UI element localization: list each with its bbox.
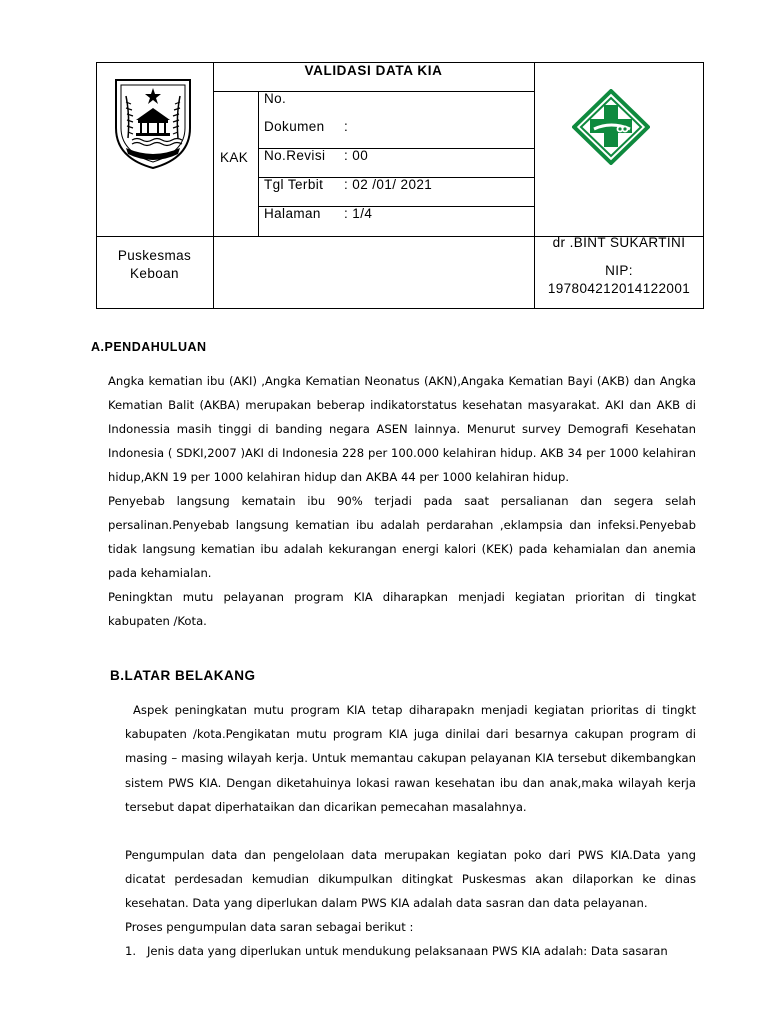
field-value-halaman: : 1/4 (344, 206, 373, 221)
field-label-halaman: Halaman (264, 206, 321, 221)
section-b-paragraph-2: Pengumpulan data dan pengelolaan data merupakan kegiatan poko dari PWS KIA.Data yang dicatat perdesadan kemudian dikumpulkan ditingkat Puskesmas akan dilaporkan ke dinas kesehatan. Data yang diperlukan dalam PWS KIA adalah data sasran dan data pelayanan. (125, 848, 696, 911)
puskesmas-logo (572, 89, 650, 165)
field-label-no: No. (264, 91, 287, 106)
section-a-paragraph-2: Penyebab langsung kematain ibu 90% terjadi pada saat persalianan dan segera selah persalinan.Penyebab langsung kematian ibu adalah perdarahan ,eklampsia dan infeksi.Penyebab tidak langsung kematian ibu adalah kekurangan energi kalori (KEK) pada kehamialan dan anemia pada kehamialan. (108, 494, 696, 580)
field-value-dokumen: : (344, 119, 349, 134)
section-b-heading: B.LATAR BELAKANG (110, 668, 256, 683)
official-name: dr .BINT SUKARTINI (552, 235, 686, 250)
section-a-paragraph-1: Angka kematian ibu (AKI) ,Angka Kematian Neonatus (AKN),Angaka Kematian Bayi (AKB) dan Angka Kematian Balit (AKBA) merupakan beberap indikatorstatus kesehatan masyarakat. AKI dan AKB di Indonessia masih tinggi di banding negara ASEN lainnya. Menurut survey Demografi Kesehatan Indonesia ( SDKI,2007 )AKI di Indonesia 228 per 100.000 kelahiran hidup. AKB 34 per 1000 kelahiran hidup,AKN 19 per 1000 kelahiran hidup dan AKBA 44 per 1000 kelahiran hidup. (108, 374, 696, 484)
field-label-revisi: No.Revisi (264, 148, 326, 163)
section-b-paragraph-3: Proses pengumpulan data saran sebagai berikut : (125, 920, 414, 934)
section-a-paragraph-3: Peningktan mutu pelayanan program KIA diharapkan menjadi kegiatan prioritan di tingkat kabupaten /Kota. (108, 590, 696, 628)
field-label-dokumen: Dokumen (264, 119, 325, 134)
section-a-heading: A.PENDAHULUAN (91, 340, 207, 354)
nip-value: 197804212014122001 (547, 281, 691, 296)
regency-seal-logo (112, 76, 194, 170)
document-title: VALIDASI DATA KIA (304, 63, 443, 78)
document-type: KAK (220, 150, 249, 165)
org-name-line1: Puskesmas (117, 248, 192, 263)
section-b-paragraph-1: Aspek peningkatan mutu program KIA tetap diharapakn menjadi kegiatan prioritas di tingkt kabupaten /kota.Pengikatan mutu program KIA juga dinilai dari besarnya cakupan program di masing – masing wilayah kerja. Untuk memantau cakupan pelayanan KIA tersebut dikembangkan sistem PWS KIA. Dengan diketahuinya lokasi rawan kesehatan ibu dan anak,maka wilayah kerja tersebut dapat diperhataikan dan dicarikan pemecahan masalahnya. (125, 703, 696, 814)
field-label-tgl-terbit: Tgl Terbit (264, 177, 324, 192)
org-name-line2: Keboan (130, 266, 179, 281)
nip-label: NIP: (605, 263, 633, 278)
field-value-revisi: : 00 (344, 148, 369, 163)
list-item (125, 939, 696, 963)
field-value-tgl-terbit: : 02 /01/ 2021 (344, 177, 433, 192)
list-item-number: 1. (125, 944, 137, 958)
list-item-text: Jenis data yang diperlukan untuk mendukung pelaksanaan PWS KIA adalah: Data sasaran (147, 944, 668, 958)
